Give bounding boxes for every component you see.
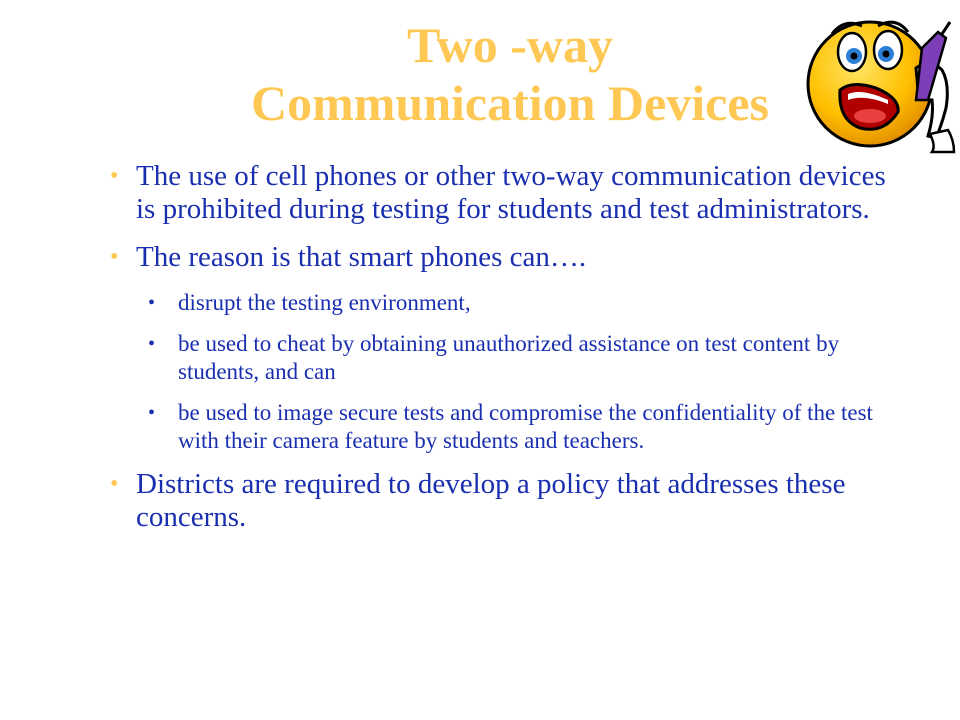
shocked-face-on-phone-icon xyxy=(804,4,958,154)
bullet-text: The use of cell phones or other two-way communication devices is prohibited during testing for students and test administrators. xyxy=(136,160,886,225)
sub-bullet-text: be used to image secure tests and compromise the confidentiality of the test with their camera feature by students and teachers. xyxy=(178,400,873,453)
bullet-dot: • xyxy=(110,471,119,497)
sub-bullet-text: be used to cheat by obtaining unauthorized assistance on test content by students, and can xyxy=(178,331,840,384)
sub-bullet-text: disrupt the testing environment, xyxy=(178,290,471,315)
sub-bullet-dot: • xyxy=(148,402,156,424)
sub-list-item xyxy=(108,289,908,317)
list-item xyxy=(108,160,908,226)
title-line-2: Communication Devices xyxy=(251,75,769,131)
bullet-text: Districts are required to develop a policy that addresses these concerns. xyxy=(136,468,846,533)
sub-bullet-dot: • xyxy=(148,292,156,314)
sub-bullet-dot: • xyxy=(148,333,156,355)
bullet-text: The reason is that smart phones can…. xyxy=(136,241,587,273)
slide-title xyxy=(150,16,870,132)
bullet-dot: • xyxy=(110,163,119,189)
sub-list-item xyxy=(108,399,908,455)
bullet-dot: • xyxy=(110,244,119,270)
list-item xyxy=(108,468,908,534)
bullet-list xyxy=(108,160,908,549)
list-item xyxy=(108,241,908,274)
sub-list-item xyxy=(108,330,908,386)
title-line-1: Two -way xyxy=(406,17,613,73)
